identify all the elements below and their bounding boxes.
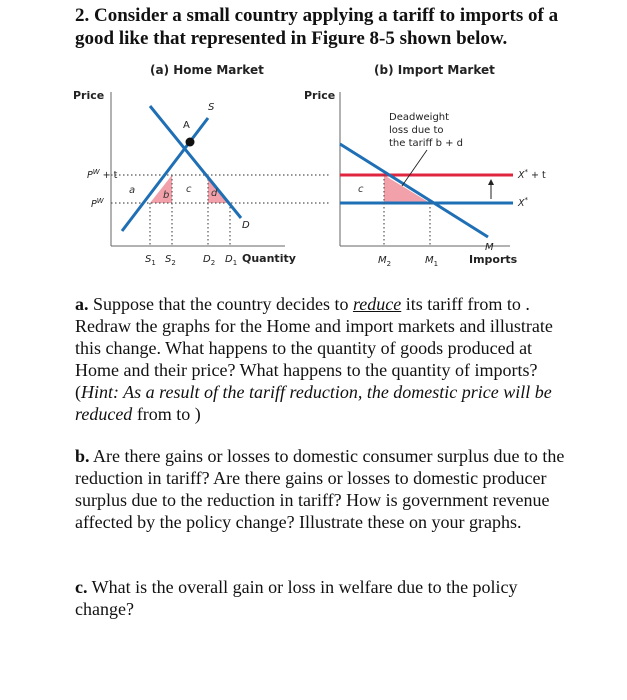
d2-label: $D_2$ [203, 254, 216, 267]
tariff-arrow-head [488, 179, 494, 185]
area-d-label: d [211, 188, 218, 199]
part-a-text2: its tariff from to . Redraw the graphs for the Home and import markets and illustrate this change. What happens to the quantity of goods produced at Home and their price? What happens to the quantity of imports? ( [75, 294, 553, 402]
panel-b-title: (b) Import Market [374, 63, 495, 77]
question-title [75, 4, 595, 50]
part-a-paragraph [75, 293, 575, 425]
m1-label: $M_1$ [425, 255, 439, 268]
panel-a-price-label: Price [73, 89, 105, 102]
part-c-paragraph [75, 576, 575, 620]
question-title-text: 2. Consider a small country applying a tariff to imports of a good like that represented in Figure 8-5 shown below. [75, 5, 559, 49]
part-c-label: c. [75, 577, 88, 597]
deadweight-annotation: Deadweight loss due to the tariff b + d [389, 112, 464, 149]
d1-label: $D_1$ [225, 254, 238, 267]
xstar-label: X* [518, 196, 529, 209]
part-a-label: a. [75, 294, 89, 314]
quantity-axis-label: Quantity [242, 252, 296, 265]
panel-a-title: (a) Home Market [150, 63, 264, 77]
pw-label: $P^W$ [91, 197, 104, 210]
s2-label: $S_2$ [165, 254, 176, 267]
panel-b-price-label: Price [304, 89, 336, 102]
area-b-label: b [163, 190, 170, 201]
part-a-hint: Hint: As a result of the tariff reduction, the domestic price will be reduced [75, 382, 552, 424]
supply-label: S [208, 102, 215, 113]
m2-label: $M_2$ [378, 255, 392, 268]
deadweight-pointer [402, 150, 427, 186]
imports-axis-label: Imports [469, 253, 518, 266]
import-demand-label: M [485, 242, 494, 253]
pw-t-label: $P^W + t$ [87, 168, 118, 181]
area-c-import-label: c [358, 184, 364, 195]
area-c-label: c [186, 184, 192, 195]
figure-8-5 [0, 58, 627, 273]
xstar-t-label: X* + t [518, 168, 546, 181]
demand-label: D [242, 220, 250, 231]
equilibrium-point-a [186, 138, 195, 147]
part-a-emphasis: reduce [352, 294, 402, 314]
part-b-paragraph [75, 445, 575, 533]
part-c-text: What is the overall gain or loss in welfare due to the policy change? [75, 577, 518, 619]
area-a-label: a [129, 185, 136, 196]
part-a-text3: from to ) [132, 404, 201, 424]
part-b-label: b. [75, 446, 90, 466]
point-a-label: A [183, 120, 190, 131]
panel-b [304, 89, 546, 268]
part-a-text1: Suppose that the country decides to [88, 294, 353, 314]
panel-a [73, 89, 330, 267]
s1-label: $S_1$ [145, 254, 156, 267]
part-b-text: Are there gains or losses to domestic consumer surplus due to the reduction in tariff? Are there gains or losses to domestic producer surplus due to the reduction in tariff? How is government revenue affected by the policy change? Illustrate these on your graphs. [75, 446, 565, 532]
